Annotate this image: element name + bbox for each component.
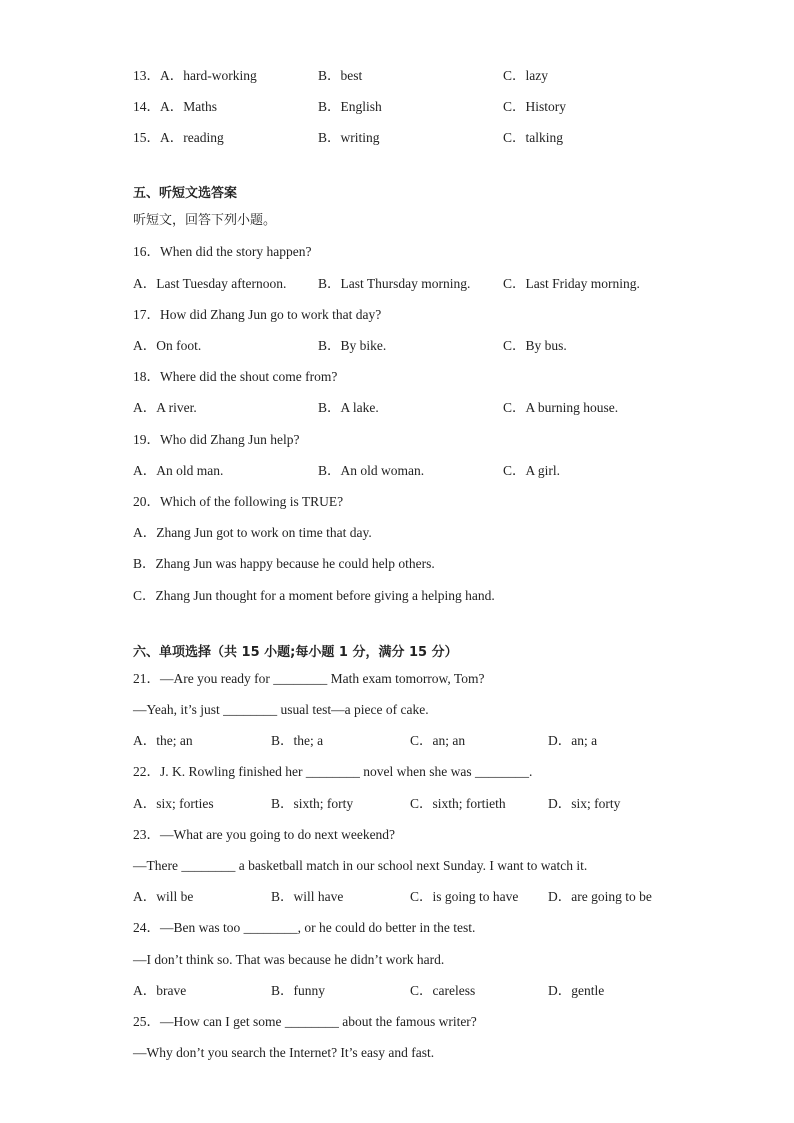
q21-option-c: C．an; an xyxy=(410,733,466,748)
q23-option-d: D．are going to be xyxy=(548,889,652,904)
q18-option-c: C．A burning house. xyxy=(503,400,619,415)
q25-stem: 25．—How can I get some ________ about the famous writer? xyxy=(133,1014,477,1029)
q23-stem: 23．—What are you going to do next weekend? xyxy=(133,827,396,842)
q13-option-c: C．lazy xyxy=(503,68,548,83)
q14-option-c: C．History xyxy=(503,99,567,114)
q23-reply: —There ________ a basketball match in our school next Sunday. I want to watch it. xyxy=(133,858,588,873)
section-5-title: 五、听短文选答案 xyxy=(133,186,238,201)
q21-option-a: A．the; an xyxy=(133,733,193,748)
q13-option-b: B．best xyxy=(318,68,363,83)
q22-option-d: D．six; forty xyxy=(548,796,621,811)
q15-option-c: C．talking xyxy=(503,130,563,145)
q25-reply: —Why don’t you search the Internet? It’s easy and fast. xyxy=(133,1045,435,1060)
q22-stem: 22．J. K. Rowling finished her ________ novel when she was ________. xyxy=(133,764,533,779)
q15-option-b: B．writing xyxy=(318,130,380,145)
q19-option-b: B．An old woman. xyxy=(318,463,425,478)
q21-option-d: D．an; a xyxy=(548,733,598,748)
q16-option-b: B．Last Thursday morning. xyxy=(318,276,471,291)
q20-option-a: A．Zhang Jun got to work on time that day. xyxy=(133,525,372,540)
q15-option-a: 15．A．reading xyxy=(133,130,224,145)
q24-reply: —I don’t think so. That was because he didn’t work hard. xyxy=(133,952,445,967)
q16-option-a: A．Last Tuesday afternoon. xyxy=(133,276,287,291)
q19-option-c: C．A girl. xyxy=(503,463,561,478)
q24-option-a: A．brave xyxy=(133,983,187,998)
q24-option-d: D．gentle xyxy=(548,983,605,998)
q17-option-a: A．On foot. xyxy=(133,338,202,353)
q21-reply: —Yeah, it’s just ________ usual test—a piece of cake. xyxy=(133,702,429,717)
q14-option-a: 14．A．Maths xyxy=(133,99,217,114)
q17-stem: 17．How did Zhang Jun go to work that day? xyxy=(133,307,382,322)
q18-option-a: A．A river. xyxy=(133,400,197,415)
q24-stem: 24．—Ben was too ________, or he could do better in the test. xyxy=(133,920,476,935)
q13-option-a: 13．A．hard-working xyxy=(133,68,257,83)
q22-option-c: C．sixth; fortieth xyxy=(410,796,506,811)
q14-option-b: B．English xyxy=(318,99,382,114)
section-5-instruction: 听短文，回答下列小题。 xyxy=(133,213,277,228)
q19-stem: 19．Who did Zhang Jun help? xyxy=(133,432,300,447)
q16-option-c: C．Last Friday morning. xyxy=(503,276,640,291)
q18-stem: 18．Where did the shout come from? xyxy=(133,369,338,384)
q17-option-b: B．By bike. xyxy=(318,338,387,353)
q21-stem: 21．—Are you ready for ________ Math exam tomorrow, Tom? xyxy=(133,671,485,686)
q24-option-c: C．careless xyxy=(410,983,476,998)
q23-option-b: B．will have xyxy=(271,889,344,904)
q22-option-a: A．six; forties xyxy=(133,796,214,811)
q18-option-b: B．A lake. xyxy=(318,400,379,415)
q16-stem: 16．When did the story happen? xyxy=(133,244,312,259)
q20-option-c: C．Zhang Jun thought for a moment before giving a helping hand. xyxy=(133,588,495,603)
q19-option-a: A．An old man. xyxy=(133,463,224,478)
q23-option-c: C．is going to have xyxy=(410,889,519,904)
q17-option-c: C．By bus. xyxy=(503,338,567,353)
section-6-title: 六、单项选择（共 15 小题;每小题 1 分，满分 15 分） xyxy=(133,645,458,660)
q20-stem: 20．Which of the following is TRUE? xyxy=(133,494,344,509)
q24-option-b: B．funny xyxy=(271,983,325,998)
q23-option-a: A．will be xyxy=(133,889,194,904)
q20-option-b: B．Zhang Jun was happy because he could help others. xyxy=(133,556,435,571)
q21-option-b: B．the; a xyxy=(271,733,324,748)
q22-option-b: B．sixth; forty xyxy=(271,796,354,811)
